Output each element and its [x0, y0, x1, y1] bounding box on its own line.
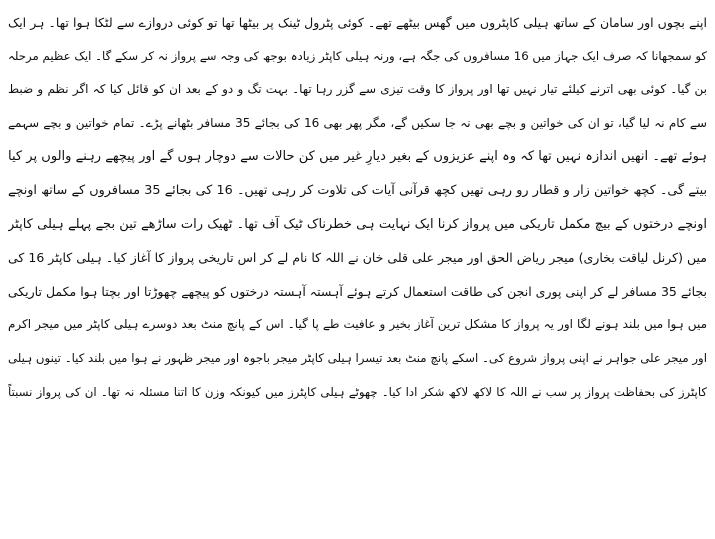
text-line-12: کاپٹرز کی بحفاظت پرواز پر سب نے اللہ کا لاکھ لاکھ شکر ادا کیا۔ چھوٹے ہیلی کاپٹرز میں کیونکہ وزن کا اتنا مسئلہ نہ تھا۔ ان کی پرواز نسبتاً	[8, 384, 707, 399]
text-line-7: اونچے درختوں کے بیچ مکمل تاریکی میں پرواز کرنا ایک نہایت ہی خطرناک ٹیک آف تھا۔ ٹھیک رات ساڑھے تین بجے پہلے ہیلی کاپٹر	[8, 216, 707, 232]
text-line-3: بن گیا۔ کوئی بھی اترنے کیلئے تیار نہیں تھا اور پرواز کا وقت تیزی سے گزر رہا تھا۔ بہت تگ و دو کے بعد ان کو قائل کیا کہ اگر نظم و ضبط	[8, 82, 707, 97]
text-line-2: کو سمجھانا کہ صرف ایک جہاز میں 16 مسافروں کی جگہ ہے، ورنہ ہیلی کاپٹر زیادہ بوجھ کی وجہ سے پرواز نہ کر سکے گا۔ ایک عظیم مرحلہ	[8, 48, 707, 63]
text-line-9: بجائے 35 مسافر لے کر اپنی پوری انجن کی طاقت استعمال کرتے ہوئے آہستہ آہستہ درختوں کو پیچھے چھوڑتا اور بچتا ہوا مکمل تاریکی	[8, 283, 707, 299]
text-line-8: میں (کرنل لیاقت بخاری) میجر ریاض الحق اور میجر علی قلی خان نے اللہ کا نام لے کر اس تاریخی پرواز کا آغاز کیا۔ ہیلی کاپٹر 16 کی	[8, 250, 707, 266]
text-line-4: سے کام نہ لیا گیا، تو ان کی خواتین و بچے بھی نہ جا سکیں گے، مگر پھر بھی 16 کی بجائے 35 مسافر بٹھانے پڑے۔ تمام خواتین و بچے سہمے	[8, 115, 707, 130]
text-line-1: اپنے بچوں اور سامان کے ساتھ ہیلی کاپٹروں میں گھس بیٹھے تھے۔ کوئی پٹرول ٹینک پر بیٹھا تھا تو کوئی دروازے سے لٹکا ہوا تھا۔ ہر ایک	[8, 15, 707, 30]
text-line-11: اور میجر علی جواہر نے اپنی پرواز شروع کی۔ اسکے پانچ منٹ بعد تیسرا ہیلی کاپٹر میجر باجوہ اور میجر ظہور نے ہوا میں بلند کیا۔ تینوں ہیلی	[8, 350, 707, 365]
text-line-6: بیتے گی۔ کچھ خواتین زار و قطار رو رہی تھیں کچھ قرآنی آیات کی تلاوت کر رہی تھیں۔ 16 کی بجائے 35 مسافروں کے ساتھ اونچے	[8, 182, 707, 198]
text-line-5: ہوئے تھے۔ انھیں اندازہ نہیں تھا کہ وہ اپنے عزیزوں کے بغیر دیارِ غیر میں کن حالات سے دوچار ہوں گے اور پیچھے رہنے والوں پر کیا	[8, 149, 707, 165]
text-line-10: میں ہوا میں بلند ہونے لگا اور یہ پرواز کا مشکل ترین آغاز بخیر و عافیت طے پا گیا۔ اس کے پانچ منٹ بعد دوسرے ہیلی کاپٹر میں میجر اکرم	[8, 317, 707, 332]
